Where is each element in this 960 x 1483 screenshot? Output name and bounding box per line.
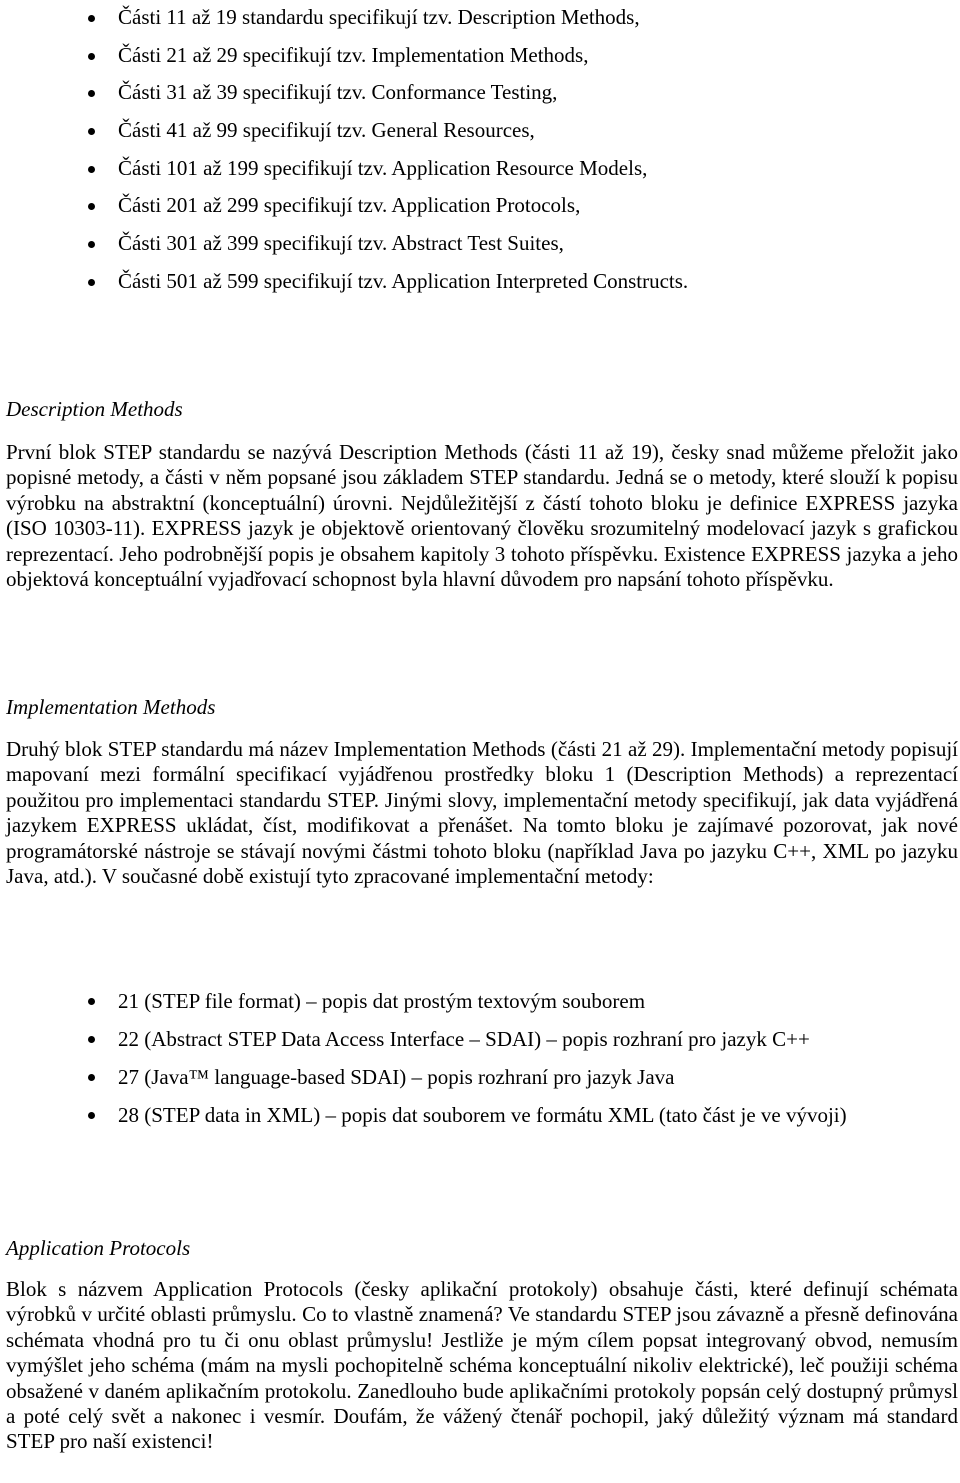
list-item (6, 189, 956, 227)
bullet-icon (88, 1036, 95, 1043)
bullet-icon (88, 279, 95, 286)
bullet-icon (88, 203, 95, 210)
list-item-text: Části 101 až 199 specifikují tzv. Application Resource Models, (118, 155, 648, 180)
bullet-icon (88, 15, 95, 22)
list-item-text: 27 (Java™ language-based SDAI) – popis rozhraní pro jazyk Java (118, 1065, 675, 1089)
list-item (6, 1026, 956, 1052)
list-item-text: Části 41 až 99 specifikují tzv. General Resources, (118, 118, 535, 143)
description-methods-paragraph: První blok STEP standardu se nazývá Description Methods (části 11 až 19), česky snad můžeme přeložit jako popisné metody, a části v něm popsané jsou základem STEP standardu. Jedná se o metody, které slouží k popisu výrobku na abstraktní (konceptuální) úrovni. Nejdůležitější z částí tohoto bloku je definice EXPRESS jazyka (ISO 10303-11). EXPRESS jazyk je objektově orientovaný člověku srozumitelný modelovací jazyk s grafickou reprezentací. Jeho podrobnější popis je obsahem kapitoly 3 tohoto příspěvku. Existence EXPRESS jazyka a jeho objektová konceptuální vyjadřovací schopnost byla hlavní důvodem pro napsání tohoto příspěvku. (6, 440, 958, 592)
list-item (6, 1064, 956, 1090)
list-item (6, 39, 956, 77)
implementation-methods-list (6, 988, 956, 1128)
list-item (6, 1102, 956, 1128)
parts-list (6, 1, 956, 303)
list-item-text: 21 (STEP file format) – popis dat prostým textovým souborem (118, 989, 646, 1013)
list-item-text: 22 (Abstract STEP Data Access Interface – SDAI) – popis rozhraní pro jazyk C++ (118, 1027, 810, 1051)
bullet-icon (88, 90, 95, 97)
list-item-text: Části 11 až 19 standardu specifikují tzv. Description Methods, (118, 5, 640, 29)
section-heading-application-protocols: Application Protocols (6, 1236, 191, 1260)
section-heading-implementation-methods: Implementation Methods (6, 695, 216, 719)
implementation-methods-paragraph: Druhý blok STEP standardu má název Implementation Methods (části 21 až 29). Implementační metody popisují mapovaní mezi formální specifikací vyjádřenou prostředky bloku 1 (Description Methods) a reprezentací použitou pro implementaci standardu STEP. Jinými slovy, implementační metody specifikují, jak data vyjádřená jazykem EXPRESS ukládat, číst, modifikovat a přenášet. Na tomto bloku je zajímavé pozorovat, jak nové programátorské nástroje se stávají novými částmi tohoto bloku (například Java po jazyku C++, XML po jazyku Java, atd.). V současné době existují tyto zpracované implementační metody: (6, 737, 958, 889)
list-item (6, 988, 956, 1014)
bullet-icon (88, 1112, 95, 1119)
section-heading-description-methods: Description Methods (6, 397, 183, 421)
list-item (6, 114, 956, 152)
list-item (6, 76, 956, 114)
list-item (6, 265, 956, 303)
application-protocols-paragraph: Blok s názvem Application Protocols (česky aplikační protokoly) obsahuje části, které definují schémata výrobků v určité oblasti průmyslu. Co to vlastně znamená? Ve standardu STEP jsou závazně a přesně definována schémata vhodná pro tu či onu oblast průmyslu! Jestliže je mým cílem popsat integrovaný obvod, nemusím vymýšlet jeho schéma (mám na mysli pochopitelně schéma konceptuální nikoliv elektrické), leč použiji schéma obsažené v daném aplikačním protokolu. Zanedlouho bude aplikačními protokoly popsán celý dostupný průmysl a poté celý svět a nakonec i vesmír. Doufám, že vážený čtenář pochopil, jaký důležitý význam má standard STEP pro naší existenci! (6, 1277, 958, 1454)
list-item (6, 152, 956, 190)
bullet-icon (88, 53, 95, 60)
list-item-text: 28 (STEP data in XML) – popis dat souborem ve formátu XML (tato část je ve vývoji) (118, 1103, 847, 1127)
list-item-text: Části 201 až 299 specifikují tzv. Application Protocols, (118, 193, 581, 218)
list-item-text: Části 31 až 39 specifikují tzv. Conformance Testing, (118, 80, 558, 105)
bullet-icon (88, 1074, 95, 1081)
list-item-text: Části 21 až 29 specifikují tzv. Implementation Methods, (118, 42, 589, 67)
list-item-text: Části 501 až 599 specifikují tzv. Application Interpreted Constructs. (118, 268, 689, 293)
list-item (6, 227, 956, 265)
list-item-text: Části 301 až 399 specifikují tzv. Abstract Test Suites, (118, 231, 564, 256)
bullet-icon (88, 241, 95, 248)
bullet-icon (88, 166, 95, 173)
bullet-icon (88, 998, 95, 1005)
list-item (6, 1, 956, 39)
bullet-icon (88, 128, 95, 135)
